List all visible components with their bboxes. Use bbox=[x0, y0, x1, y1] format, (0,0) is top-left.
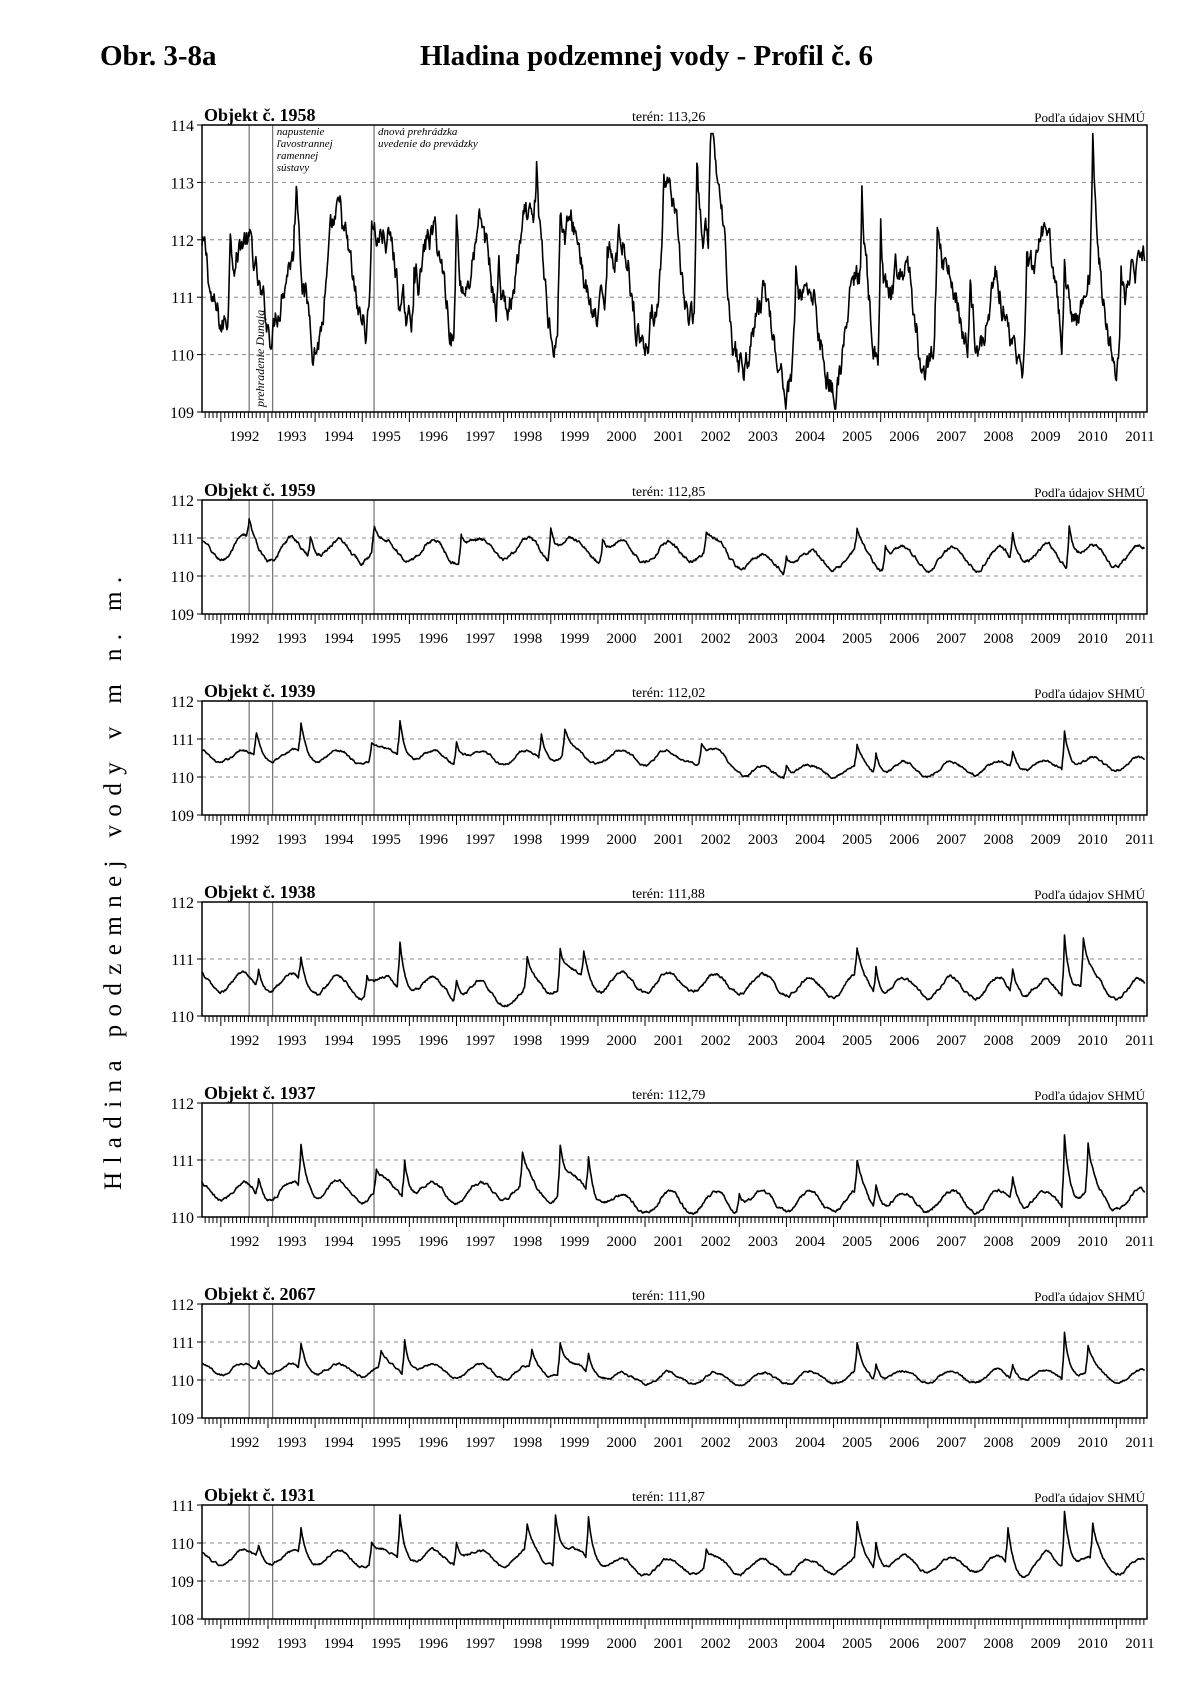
x-tick-label: 2009 bbox=[1030, 832, 1061, 848]
x-tick-label: 2009 bbox=[1030, 631, 1061, 647]
x-tick-label: 2004 bbox=[795, 631, 826, 647]
y-tick-label: 110 bbox=[170, 1009, 194, 1026]
x-tick-label: 1992 bbox=[229, 1234, 260, 1250]
x-tick-label: 1995 bbox=[370, 1033, 401, 1049]
annotation-line: dnová prehrádzka bbox=[378, 126, 458, 138]
x-tick-label: 2011 bbox=[1125, 832, 1155, 848]
series-line bbox=[202, 935, 1145, 1007]
x-tick-label: 2004 bbox=[795, 1435, 826, 1451]
source-label: Podľa údajov SHMÚ bbox=[1034, 1289, 1145, 1304]
x-tick-label: 2004 bbox=[795, 1234, 826, 1250]
y-tick-label: 112 bbox=[170, 895, 194, 912]
x-tick-label: 1995 bbox=[370, 1234, 401, 1250]
x-tick-label: 1997 bbox=[465, 1234, 496, 1250]
x-tick-label: 2007 bbox=[936, 1234, 967, 1250]
x-tick-label: 2004 bbox=[795, 1033, 826, 1049]
x-tick-label: 1995 bbox=[370, 1435, 401, 1451]
series-line bbox=[202, 721, 1145, 779]
x-tick-label: 2006 bbox=[889, 631, 920, 647]
x-tick-label: 2010 bbox=[1077, 1435, 1108, 1451]
annotation-weir bbox=[378, 126, 478, 150]
plot-frame bbox=[202, 1304, 1147, 1418]
x-tick-label: 2001 bbox=[653, 1033, 684, 1049]
x-tick-label: 2003 bbox=[747, 1636, 778, 1652]
x-tick-label: 2007 bbox=[936, 1636, 967, 1652]
x-tick-label: 2002 bbox=[700, 1033, 731, 1049]
x-tick-label: 2005 bbox=[842, 1636, 873, 1652]
x-tick-label: 1994 bbox=[323, 1033, 354, 1049]
x-tick-label: 1992 bbox=[229, 631, 260, 647]
terrain-label: terén: 111,88 bbox=[632, 887, 705, 902]
chart-title: Objekt č. 2067 bbox=[204, 1284, 316, 1304]
x-tick-label: 2002 bbox=[700, 1435, 731, 1451]
terrain-label: terén: 112,02 bbox=[632, 686, 706, 701]
plot-frame bbox=[202, 701, 1147, 815]
y-tick-label: 109 bbox=[170, 808, 194, 825]
y-tick-label: 111 bbox=[171, 952, 194, 969]
x-tick-label: 1996 bbox=[417, 631, 448, 647]
annotation-line: ľavostrannej bbox=[276, 138, 333, 150]
x-tick-label: 1994 bbox=[323, 832, 354, 848]
series-line bbox=[202, 134, 1145, 410]
x-tick-label: 1999 bbox=[559, 429, 590, 445]
x-tick-label: 1995 bbox=[370, 832, 401, 848]
y-tick-label: 108 bbox=[170, 1612, 194, 1629]
x-tick-label: 1998 bbox=[512, 832, 543, 848]
x-tick-label: 1996 bbox=[417, 1636, 448, 1652]
x-tick-label: 2006 bbox=[889, 429, 920, 445]
x-tick-label: 1992 bbox=[229, 1435, 260, 1451]
figure-title: Hladina podzemnej vody - Profil č. 6 bbox=[420, 40, 873, 72]
chart-panel-6 bbox=[170, 1485, 1155, 1652]
x-tick-label: 1999 bbox=[559, 1636, 590, 1652]
y-tick-label: 112 bbox=[170, 493, 194, 510]
x-tick-label: 2009 bbox=[1030, 1033, 1061, 1049]
x-tick-label: 2003 bbox=[747, 429, 778, 445]
terrain-label: terén: 111,90 bbox=[632, 1289, 705, 1304]
y-tick-label: 112 bbox=[170, 1096, 194, 1113]
x-tick-label: 1998 bbox=[512, 1435, 543, 1451]
y-tick-label: 109 bbox=[170, 607, 194, 624]
x-tick-label: 2010 bbox=[1077, 1636, 1108, 1652]
y-tick-label: 110 bbox=[170, 347, 194, 365]
annotation-damming: prehradenie Dunaja bbox=[253, 309, 268, 407]
x-tick-label: 1997 bbox=[465, 631, 496, 647]
x-tick-label: 1997 bbox=[465, 429, 496, 445]
y-tick-label: 112 bbox=[170, 694, 194, 711]
annotation-line: napustenie bbox=[276, 126, 325, 138]
x-tick-label: 2010 bbox=[1077, 631, 1108, 647]
x-tick-label: 1997 bbox=[465, 1636, 496, 1652]
x-tick-label: 2003 bbox=[747, 1033, 778, 1049]
x-tick-label: 2004 bbox=[795, 1636, 826, 1652]
chart-title: Objekt č. 1937 bbox=[204, 1083, 316, 1103]
x-tick-label: 1993 bbox=[276, 1033, 307, 1049]
x-tick-label: 2009 bbox=[1030, 1435, 1061, 1451]
x-tick-label: 2000 bbox=[606, 832, 637, 848]
x-tick-label: 2002 bbox=[700, 429, 731, 445]
x-tick-label: 1998 bbox=[512, 1033, 543, 1049]
x-tick-label: 2004 bbox=[795, 832, 826, 848]
chart-panel-2 bbox=[170, 681, 1155, 848]
x-tick-label: 1994 bbox=[323, 1636, 354, 1652]
series-line bbox=[202, 519, 1145, 575]
y-tick-label: 113 bbox=[170, 175, 194, 193]
series-line bbox=[202, 1135, 1145, 1214]
plot-frame bbox=[202, 125, 1147, 412]
x-tick-label: 1999 bbox=[559, 1033, 590, 1049]
y-tick-label: 110 bbox=[170, 770, 194, 787]
x-tick-label: 2010 bbox=[1077, 1234, 1108, 1250]
y-tick-label: 112 bbox=[170, 1297, 194, 1314]
x-tick-label: 1993 bbox=[276, 1435, 307, 1451]
x-tick-label: 2008 bbox=[983, 1435, 1014, 1451]
x-tick-label: 1997 bbox=[465, 832, 496, 848]
source-label: Podľa údajov SHMÚ bbox=[1034, 887, 1145, 902]
x-tick-label: 2003 bbox=[747, 832, 778, 848]
x-tick-label: 2002 bbox=[700, 631, 731, 647]
x-tick-label: 1998 bbox=[512, 429, 543, 445]
x-tick-label: 2004 bbox=[795, 429, 826, 445]
x-tick-label: 2005 bbox=[842, 1234, 873, 1250]
y-tick-label: 109 bbox=[170, 1411, 194, 1428]
source-label: Podľa údajov SHMÚ bbox=[1034, 686, 1145, 701]
x-tick-label: 2005 bbox=[842, 832, 873, 848]
y-tick-label: 110 bbox=[170, 1536, 194, 1553]
x-tick-label: 2003 bbox=[747, 631, 778, 647]
x-tick-label: 1996 bbox=[417, 1435, 448, 1451]
source-label: Podľa údajov SHMÚ bbox=[1034, 485, 1145, 500]
y-tick-label: 111 bbox=[171, 1498, 194, 1515]
y-tick-label: 111 bbox=[171, 290, 194, 308]
x-tick-label: 2006 bbox=[889, 1636, 920, 1652]
x-tick-label: 2010 bbox=[1077, 429, 1108, 445]
y-tick-label: 114 bbox=[170, 118, 194, 135]
x-tick-label: 1993 bbox=[276, 832, 307, 848]
x-tick-label: 2000 bbox=[606, 1636, 637, 1652]
y-tick-label: 111 bbox=[171, 1335, 194, 1352]
x-tick-label: 2008 bbox=[983, 1234, 1014, 1250]
terrain-label: terén: 112,85 bbox=[632, 485, 706, 500]
chart-panel-1 bbox=[170, 480, 1155, 647]
x-tick-label: 1998 bbox=[512, 1234, 543, 1250]
x-tick-label: 2008 bbox=[983, 832, 1014, 848]
chart-panel-5 bbox=[170, 1284, 1155, 1451]
x-tick-label: 2002 bbox=[700, 1234, 731, 1250]
x-tick-label: 1997 bbox=[465, 1435, 496, 1451]
chart-panel-0 bbox=[170, 105, 1155, 445]
x-tick-label: 2001 bbox=[653, 1234, 684, 1250]
x-tick-label: 1992 bbox=[229, 1636, 260, 1652]
x-tick-label: 1997 bbox=[465, 1033, 496, 1049]
x-tick-label: 1996 bbox=[417, 832, 448, 848]
terrain-label: terén: 111,87 bbox=[632, 1490, 705, 1505]
x-tick-label: 2006 bbox=[889, 1435, 920, 1451]
x-tick-label: 1993 bbox=[276, 1636, 307, 1652]
x-tick-label: 1996 bbox=[417, 1033, 448, 1049]
x-tick-label: 2003 bbox=[747, 1234, 778, 1250]
terrain-label: terén: 113,26 bbox=[632, 110, 706, 125]
x-tick-label: 2011 bbox=[1125, 631, 1155, 647]
x-tick-label: 2008 bbox=[983, 429, 1014, 445]
y-tick-label: 111 bbox=[171, 531, 194, 548]
x-tick-label: 2003 bbox=[747, 1435, 778, 1451]
y-tick-label: 112 bbox=[170, 232, 194, 250]
x-tick-label: 2000 bbox=[606, 1033, 637, 1049]
x-tick-label: 1999 bbox=[559, 631, 590, 647]
x-tick-label: 2002 bbox=[700, 832, 731, 848]
chart-title: Objekt č. 1938 bbox=[204, 882, 316, 902]
x-tick-label: 2011 bbox=[1125, 429, 1155, 445]
x-tick-label: 2006 bbox=[889, 1033, 920, 1049]
x-tick-label: 1993 bbox=[276, 631, 307, 647]
x-tick-label: 2005 bbox=[842, 1435, 873, 1451]
y-tick-label: 110 bbox=[170, 1373, 194, 1390]
x-tick-label: 1994 bbox=[323, 1435, 354, 1451]
x-tick-label: 1999 bbox=[559, 832, 590, 848]
chart-title: Objekt č. 1958 bbox=[204, 105, 316, 125]
x-tick-label: 2007 bbox=[936, 832, 967, 848]
x-tick-label: 2001 bbox=[653, 429, 684, 445]
x-tick-label: 1995 bbox=[370, 1636, 401, 1652]
x-tick-label: 2001 bbox=[653, 1435, 684, 1451]
x-tick-label: 2000 bbox=[606, 1435, 637, 1451]
source-label: Podľa údajov SHMÚ bbox=[1034, 1088, 1145, 1103]
x-tick-label: 1992 bbox=[229, 832, 260, 848]
figure-number: Obr. 3-8a bbox=[100, 40, 217, 72]
x-tick-label: 2010 bbox=[1077, 1033, 1108, 1049]
x-tick-label: 2002 bbox=[700, 1636, 731, 1652]
x-tick-label: 2006 bbox=[889, 1234, 920, 1250]
y-tick-label: 110 bbox=[170, 569, 194, 586]
x-tick-label: 1992 bbox=[229, 429, 260, 445]
source-label: Podľa údajov SHMÚ bbox=[1034, 1490, 1145, 1505]
x-tick-label: 1996 bbox=[417, 1234, 448, 1250]
x-tick-label: 2000 bbox=[606, 1234, 637, 1250]
x-tick-label: 2008 bbox=[983, 1636, 1014, 1652]
annotation-line: sústavy bbox=[276, 162, 310, 174]
x-tick-label: 2005 bbox=[842, 631, 873, 647]
x-tick-label: 2011 bbox=[1125, 1636, 1155, 1652]
y-axis-label: Hladina podzemnej vody v m n. m. bbox=[100, 568, 127, 1190]
x-tick-label: 1998 bbox=[512, 1636, 543, 1652]
series-line bbox=[202, 1511, 1145, 1577]
x-tick-label: 1999 bbox=[559, 1234, 590, 1250]
y-tick-label: 111 bbox=[171, 732, 194, 749]
chart-title: Objekt č. 1931 bbox=[204, 1485, 316, 1505]
x-tick-label: 1993 bbox=[276, 1234, 307, 1250]
x-tick-label: 2007 bbox=[936, 1435, 967, 1451]
x-tick-label: 1995 bbox=[370, 631, 401, 647]
y-tick-label: 109 bbox=[170, 1574, 194, 1591]
x-tick-label: 1996 bbox=[417, 429, 448, 445]
annotation-filling bbox=[277, 126, 333, 174]
x-tick-label: 2001 bbox=[653, 631, 684, 647]
x-tick-label: 2011 bbox=[1125, 1033, 1155, 1049]
x-tick-label: 1994 bbox=[323, 1234, 354, 1250]
terrain-label: terén: 112,79 bbox=[632, 1088, 706, 1103]
x-tick-label: 2007 bbox=[936, 1033, 967, 1049]
x-tick-label: 2007 bbox=[936, 429, 967, 445]
x-tick-label: 1994 bbox=[323, 429, 354, 445]
x-tick-label: 2009 bbox=[1030, 1234, 1061, 1250]
x-tick-label: 2005 bbox=[842, 1033, 873, 1049]
x-tick-label: 2009 bbox=[1030, 1636, 1061, 1652]
chart-title: Objekt č. 1939 bbox=[204, 681, 316, 701]
x-tick-label: 1998 bbox=[512, 631, 543, 647]
y-tick-label: 109 bbox=[170, 405, 194, 422]
chart-title: Objekt č. 1959 bbox=[204, 480, 316, 500]
x-tick-label: 1993 bbox=[276, 429, 307, 445]
annotation-line: ramennej bbox=[276, 150, 319, 162]
x-tick-label: 2001 bbox=[653, 832, 684, 848]
x-tick-label: 2006 bbox=[889, 832, 920, 848]
source-label: Podľa údajov SHMÚ bbox=[1034, 110, 1145, 125]
plot-frame bbox=[202, 500, 1147, 614]
x-tick-label: 2008 bbox=[983, 1033, 1014, 1049]
x-tick-label: 2000 bbox=[606, 429, 637, 445]
x-tick-label: 2011 bbox=[1125, 1435, 1155, 1451]
x-tick-label: 1995 bbox=[370, 429, 401, 445]
x-tick-label: 1999 bbox=[559, 1435, 590, 1451]
x-tick-label: 2000 bbox=[606, 631, 637, 647]
x-tick-label: 2011 bbox=[1125, 1234, 1155, 1250]
x-tick-label: 1994 bbox=[323, 631, 354, 647]
x-tick-label: 2009 bbox=[1030, 429, 1061, 445]
x-tick-label: 1992 bbox=[229, 1033, 260, 1049]
x-tick-label: 2001 bbox=[653, 1636, 684, 1652]
y-tick-label: 110 bbox=[170, 1210, 194, 1227]
x-tick-label: 2008 bbox=[983, 631, 1014, 647]
x-tick-label: 2010 bbox=[1077, 832, 1108, 848]
series-line bbox=[202, 1332, 1145, 1385]
y-tick-label: 111 bbox=[171, 1153, 194, 1170]
annotation-line: uvedenie do prevádzky bbox=[378, 138, 478, 150]
x-tick-label: 2007 bbox=[936, 631, 967, 647]
chart-panel-3 bbox=[171, 882, 1155, 1049]
chart-panel-4 bbox=[171, 1083, 1155, 1250]
x-tick-label: 2005 bbox=[842, 429, 873, 445]
